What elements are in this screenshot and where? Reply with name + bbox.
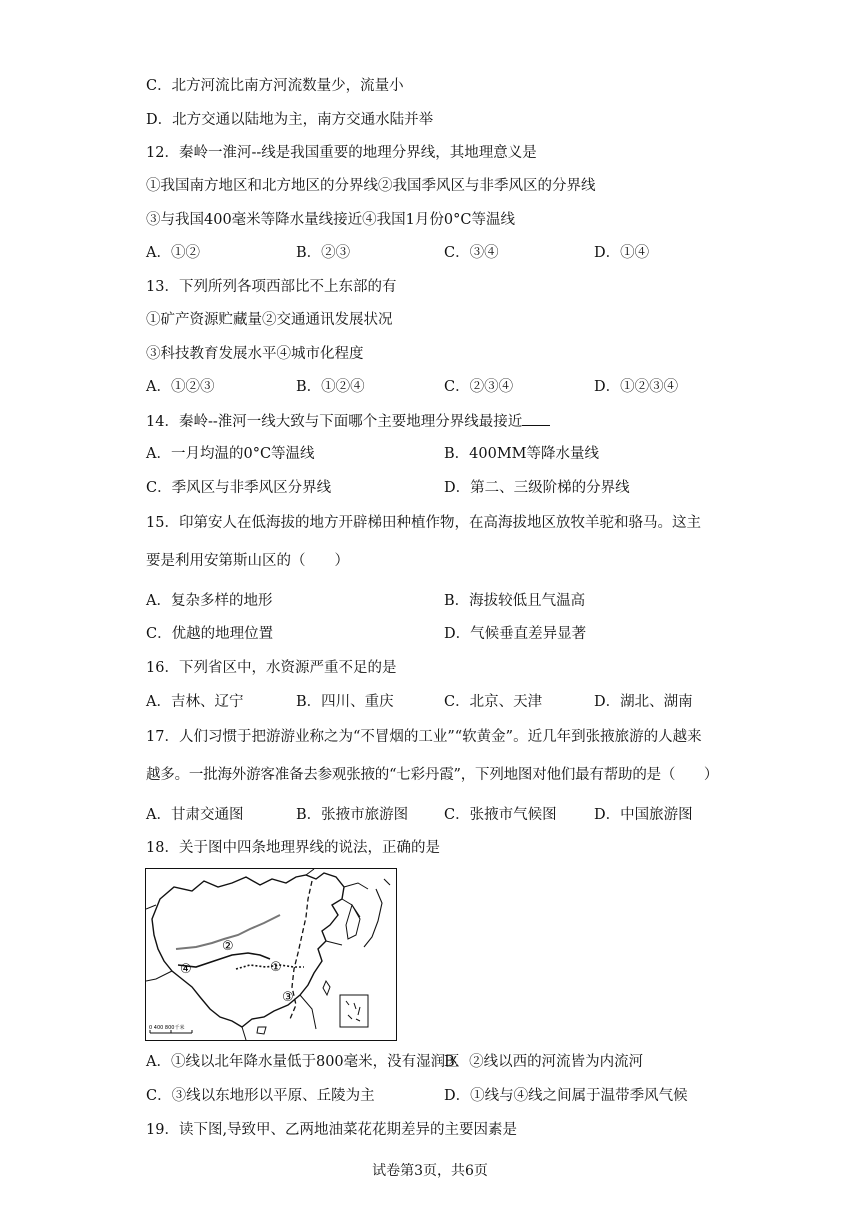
q15-option-b: B．海拔较低且气温高 [444, 593, 586, 609]
q18-option-d: D．①线与④线之间属于温带季风气候 [444, 1088, 688, 1104]
q12-option-d: D．①④ [594, 245, 650, 261]
map-drawing [146, 869, 396, 1040]
q13-stem: 13．下列所列各项西部比不上东部的有 [146, 279, 397, 295]
map-label-line-2: ② [222, 939, 234, 954]
q12-option-c: C．③④ [444, 245, 499, 261]
q18-option-c: C．③线以东地形以平原、丘陵为主 [146, 1088, 375, 1104]
q16-option-b: B．四川、重庆 [296, 694, 394, 710]
q14-stem-text: 14．秦岭--淮河一线大致与下面哪个主要地理分界线最接近 [146, 414, 523, 430]
q14-option-a: A．一月均温的0°C等温线 [146, 446, 315, 462]
q11-option-d: D．北方交通以陆地为主，南方交通水陆并举 [146, 112, 434, 128]
answer-blank [522, 411, 550, 426]
q12-option-b: B．②③ [296, 245, 351, 261]
q13-statement-line-2: ③科技教育发展水平④城市化程度 [146, 346, 364, 362]
q16-option-c: C．北京、天津 [444, 694, 543, 710]
q12-stem: 12．秦岭一淮河--线是我国重要的地理分界线，其地理意义是 [146, 145, 537, 161]
q13-option-d: D．①②③④ [594, 379, 679, 395]
q12-statement-line-1: ①我国南方地区和北方地区的分界线②我国季风区与非季风区的分界线 [146, 178, 596, 194]
map-label-line-1: ① [270, 960, 282, 975]
china-boundary-map [145, 868, 397, 1041]
q12-statement-line-2: ③与我国400毫米等降水量线接近④我国1月份0°C等温线 [146, 212, 515, 228]
q17-option-c: C．张掖市气候图 [444, 807, 557, 823]
q14-stem [146, 411, 550, 432]
japan-islands [364, 879, 390, 947]
q17-option-b: B．张掖市旅游图 [296, 807, 409, 823]
q17-stem-line-1: 17．人们习惯于把游游业称之为“不冒烟的工业”“软黄金”。近几年到张掖旅游的人越来 [146, 729, 702, 745]
q13-option-b: B．①②④ [296, 379, 365, 395]
q18-option-b: B．②线以西的河流皆为内流河 [444, 1054, 644, 1070]
q15-option-a: A．复杂多样的地形 [146, 593, 273, 609]
south-china-sea-inset [340, 995, 368, 1027]
q17-option-a: A．甘肃交通图 [146, 807, 244, 823]
q18-stem: 18．关于图中四条地理界线的说法，正确的是 [146, 840, 440, 856]
q17-option-d: D．中国旅游图 [594, 807, 693, 823]
q19-stem: 19．读下图,导致甲、乙两地油菜花花期差异的主要因素是 [146, 1122, 518, 1138]
china-outline [152, 873, 344, 1027]
q14-option-b: B．400MM等降水量线 [444, 446, 600, 462]
map-label-line-3: ③ [282, 990, 294, 1005]
q16-stem: 16．下列省区中，水资源严重不足的是 [146, 660, 397, 676]
q13-statement-line-1: ①矿产资源贮藏量②交通通讯发展状况 [146, 312, 393, 328]
map-label-line-4: ④ [180, 962, 192, 977]
q15-stem-line-1: 15．印第安人在低海拔的地方开辟梯田种植作物，在高海拔地区放牧羊驼和骆马。这主 [146, 515, 701, 531]
korean-peninsula [346, 905, 360, 939]
taiwan-island [323, 981, 330, 995]
q14-option-c: C．季风区与非季风区分界线 [146, 480, 332, 496]
scale-text: 0 400 800千米 [149, 1025, 185, 1031]
q14-option-d: D．第二、三级阶梯的分界线 [444, 480, 630, 496]
q11-option-c: C．北方河流比南方河流数量少，流量小 [146, 78, 404, 94]
hainan-island [257, 1027, 266, 1034]
q13-option-c: C．②③④ [444, 379, 514, 395]
q12-option-a: A．①② [146, 245, 200, 261]
q15-option-c: C．优越的地理位置 [146, 626, 274, 642]
q16-option-d: D．湖北、湖南 [594, 694, 693, 710]
boundary-line-4 [178, 953, 270, 967]
q17-stem-line-2: 越多。一批海外游客准备去参观张掖的“七彩丹霞”，下列地图对他们最有帮助的是（ ） [146, 767, 719, 783]
q13-option-a: A．①②③ [146, 379, 215, 395]
q15-option-d: D．气候垂直差异显著 [444, 626, 587, 642]
q18-option-a: A．①线以北年降水量低于800毫米，没有湿润区 [146, 1054, 460, 1070]
q16-option-a: A．吉林、辽宁 [146, 694, 244, 710]
page-footer: 试卷第3页，共6页 [372, 1163, 488, 1179]
q15-stem-line-2: 要是利用安第斯山区的（ ） [146, 553, 349, 569]
